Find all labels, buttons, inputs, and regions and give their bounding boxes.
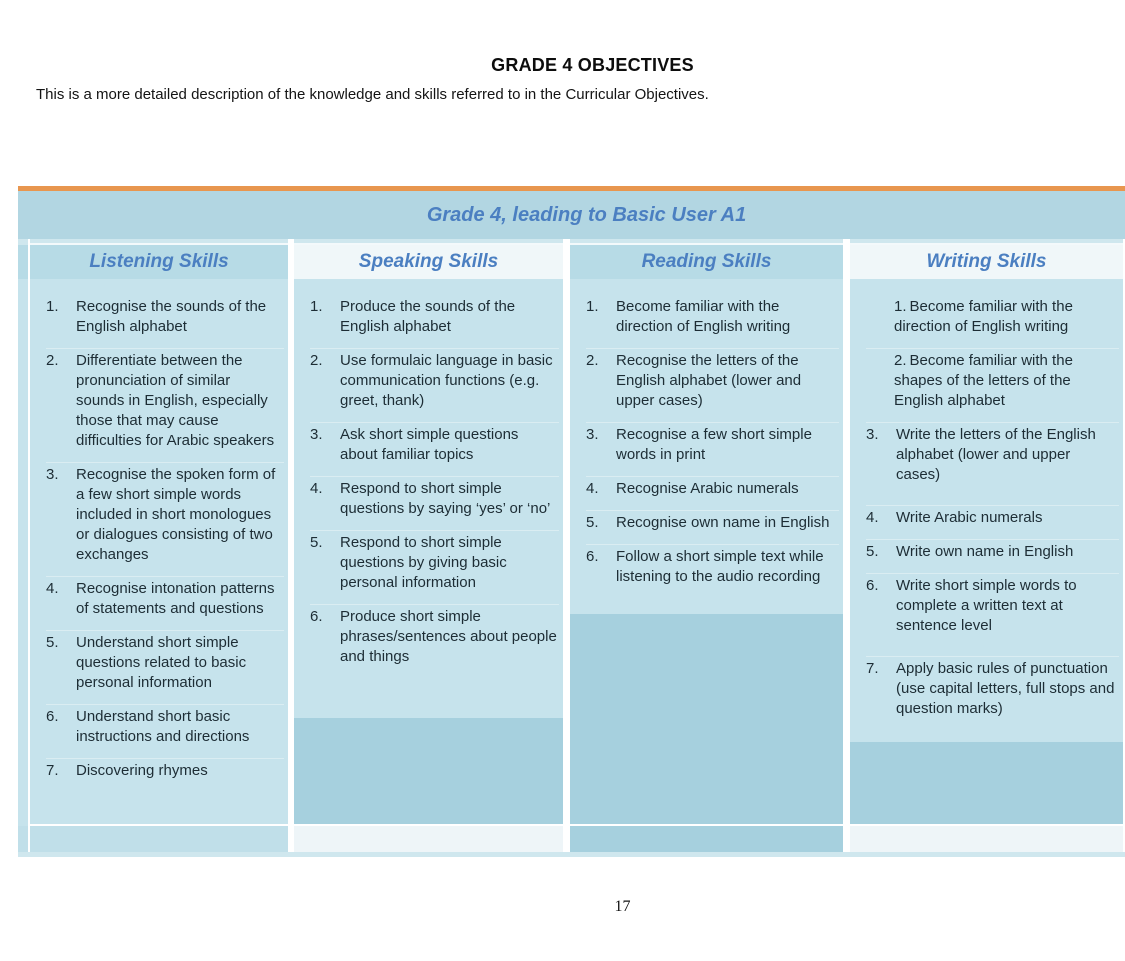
item-number: 1. <box>586 298 599 315</box>
item-text: Write the letters of the English alphabet (lower and upper cases) <box>896 426 1096 483</box>
objective-item <box>866 297 1119 337</box>
objective-item <box>586 510 839 533</box>
item-number: 2. <box>894 352 907 369</box>
column-listening-skills <box>30 239 288 852</box>
item-text: Recognise own name in English <box>616 514 830 531</box>
table-left-gutter <box>18 239 28 852</box>
reading-items-list <box>570 279 843 598</box>
objective-item <box>586 476 839 499</box>
item-number: 4. <box>46 580 59 597</box>
item-text: Recognise the spoken form of a few short simple words included in short monologues or dialogues consisting of two exchanges <box>76 466 276 563</box>
item-number: 4. <box>310 480 323 497</box>
objective-item <box>866 422 1119 485</box>
column-footer-block <box>850 742 1123 824</box>
objective-item <box>586 422 839 465</box>
item-number: 2. <box>310 352 323 369</box>
objective-item <box>310 297 559 337</box>
objective-item <box>46 630 284 693</box>
objective-item <box>866 573 1119 636</box>
item-number: 6. <box>46 708 59 725</box>
column-bottom-band <box>294 826 563 852</box>
objective-item <box>310 348 559 411</box>
item-number: 2. <box>46 352 59 369</box>
item-number: 1. <box>894 298 907 315</box>
objective-item <box>46 297 284 337</box>
item-number: 5. <box>310 534 323 551</box>
column-spacer <box>850 730 1123 742</box>
item-text: Apply basic rules of punctuation (use capital letters, full stops and question marks) <box>896 660 1115 717</box>
listening-items-list <box>30 279 288 792</box>
item-text: Become familiar with the direction of English writing <box>894 298 1073 335</box>
skills-columns-region <box>18 239 1125 852</box>
item-number: 3. <box>866 426 879 443</box>
item-number: 3. <box>46 466 59 483</box>
item-text: Respond to short simple questions by saying ‘yes’ or ‘no’ <box>340 480 551 517</box>
item-text: Become familiar with the direction of English writing <box>616 298 791 335</box>
item-number: 6. <box>310 608 323 625</box>
column-bottom-band <box>850 826 1123 852</box>
objective-item <box>866 505 1119 528</box>
objective-item <box>310 530 559 593</box>
item-text: Respond to short simple questions by giving basic personal information <box>340 534 507 591</box>
objectives-table <box>18 186 1125 857</box>
objective-item <box>46 348 284 451</box>
item-number: 5. <box>866 543 879 560</box>
column-divider <box>843 239 850 852</box>
objective-item <box>866 348 1119 411</box>
column-footer-block <box>570 614 843 824</box>
item-number: 1. <box>310 298 323 315</box>
item-text: Become familiar with the shapes of the letters of the English alphabet <box>894 352 1073 409</box>
item-text: Recognise the sounds of the English alphabet <box>76 298 267 335</box>
column-spacer <box>30 792 288 824</box>
column-writing-skills <box>850 239 1123 852</box>
objective-item <box>46 758 284 781</box>
column-header-writing: Writing Skills <box>850 245 1123 279</box>
objective-item <box>586 297 839 337</box>
item-number: 4. <box>866 509 879 526</box>
column-header-listening: Listening Skills <box>30 245 288 279</box>
objective-item <box>310 422 559 465</box>
column-bottom-band <box>30 826 288 852</box>
column-reading-skills <box>570 239 843 852</box>
item-text: Recognise intonation patterns of statements and questions <box>76 580 275 617</box>
item-number: 4. <box>586 480 599 497</box>
item-number: 6. <box>866 577 879 594</box>
column-divider <box>563 239 570 852</box>
objective-item <box>46 462 284 565</box>
item-text: Write Arabic numerals <box>896 509 1043 526</box>
column-footer-block <box>294 718 563 824</box>
item-number: 2. <box>586 352 599 369</box>
column-speaking-skills <box>294 239 563 852</box>
item-text: Follow a short simple text while listening to the audio recording <box>616 548 824 585</box>
writing-items-list <box>850 279 1123 730</box>
item-number: 1. <box>46 298 59 315</box>
speaking-items-list <box>294 279 563 678</box>
table-bottom-strip <box>18 852 1125 857</box>
item-number: 6. <box>586 548 599 565</box>
page-number: 17 <box>614 898 631 915</box>
item-text: Differentiate between the pronunciation of similar sounds in English, especially those that may cause difficulties for Arabic speakers <box>76 352 275 449</box>
intro-paragraph: This is a more detailed description of the knowledge and skills referred to in the Curricular Objectives. <box>36 86 709 103</box>
item-text: Recognise the letters of the English alphabet (lower and upper cases) <box>616 352 802 409</box>
column-bottom-band <box>570 826 843 852</box>
item-text: Produce the sounds of the English alphabet <box>340 298 516 335</box>
column-header-speaking: Speaking Skills <box>294 245 563 279</box>
item-number: 7. <box>46 762 59 779</box>
item-text: Write short simple words to complete a written text at sentence level <box>896 577 1077 634</box>
item-text: Discovering rhymes <box>76 762 208 779</box>
column-header-reading: Reading Skills <box>570 245 843 279</box>
item-number: 3. <box>310 426 323 443</box>
item-text: Write own name in English <box>896 543 1074 560</box>
item-text: Recognise a few short simple words in print <box>616 426 812 463</box>
objective-item <box>310 476 559 519</box>
objective-item <box>866 656 1119 719</box>
item-number: 5. <box>586 514 599 531</box>
objective-item <box>46 704 284 747</box>
table-caption: Grade 4, leading to Basic User A1 <box>18 191 1125 239</box>
column-spacer <box>294 678 563 718</box>
item-number: 5. <box>46 634 59 651</box>
item-text: Ask short simple questions about familiar topics <box>340 426 519 463</box>
item-number: 7. <box>866 660 879 677</box>
item-text: Produce short simple phrases/sentences about people and things <box>340 608 557 665</box>
page-title: GRADE 4 OBJECTIVES <box>491 55 694 75</box>
objective-item <box>310 604 559 667</box>
document-page <box>0 55 1125 961</box>
item-text: Understand short basic instructions and directions <box>76 708 250 745</box>
item-text: Use formulaic language in basic communication functions (e.g. greet, thank) <box>340 352 553 409</box>
item-number: 3. <box>586 426 599 443</box>
item-text: Recognise Arabic numerals <box>616 480 799 497</box>
objective-item <box>586 544 839 587</box>
objective-item <box>866 539 1119 562</box>
item-text: Understand short simple questions related to basic personal information <box>76 634 247 691</box>
column-spacer <box>570 598 843 614</box>
objective-item <box>586 348 839 411</box>
objective-item <box>46 576 284 619</box>
